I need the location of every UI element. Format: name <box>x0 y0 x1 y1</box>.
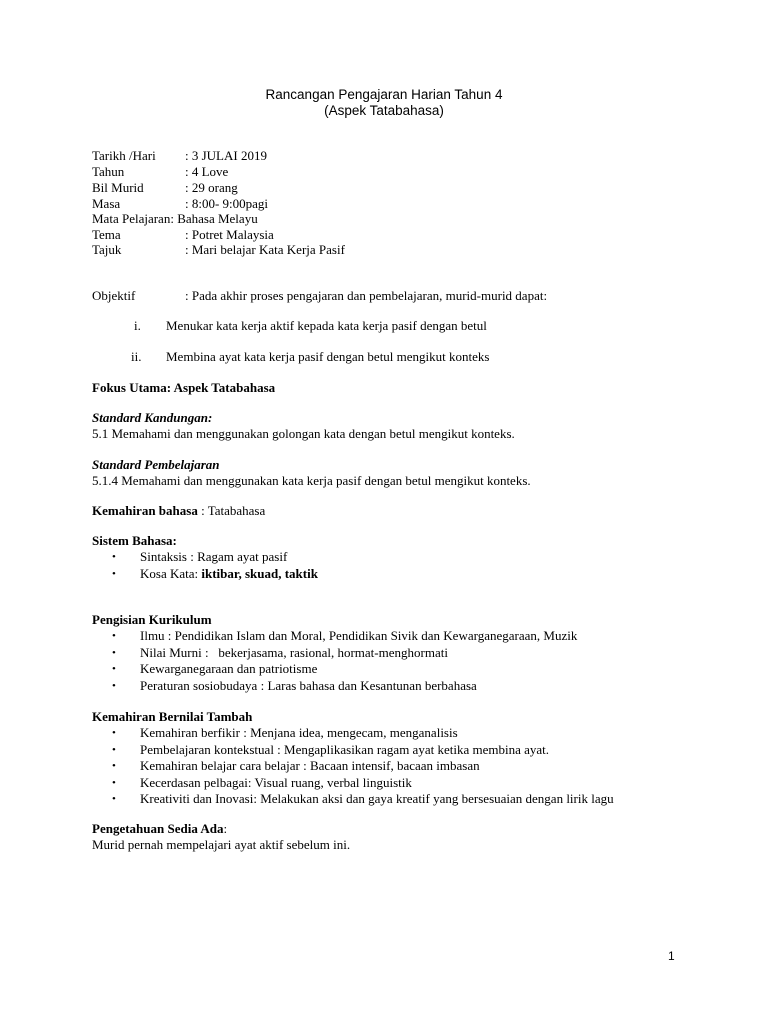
pengetahuan-sedia-ada-colon: : <box>223 821 228 836</box>
fokus-utama-heading: Fokus Utama: Aspek Tatabahasa <box>92 380 276 395</box>
info-row-tajuk <box>92 242 345 258</box>
list-item <box>112 661 577 678</box>
info-label: Tema <box>92 227 121 242</box>
sistem-bahasa-heading: Sistem Bahasa: <box>92 533 177 548</box>
info-label: Mata Pelajaran: <box>92 211 174 226</box>
list-item-text: Kreativiti dan Inovasi: Melakukan aksi dan gaya kreatif yang bersesuaian dengan lirik lagu <box>140 791 614 807</box>
info-label: Tajuk <box>92 242 122 257</box>
kemahiran-bahasa-label: Kemahiran bahasa <box>92 503 198 518</box>
info-label: Tarikh /Hari <box>92 148 156 163</box>
list-item-text: Kemahiran belajar cara belajar : Bacaan intensif, bacaan imbasan <box>140 758 480 774</box>
standard-pembelajaran-heading: Standard Pembelajaran <box>92 457 220 472</box>
list-item-text: Pembelajaran kontekstual : Mengaplikasikan ragam ayat ketika membina ayat. <box>140 741 549 757</box>
kemahiran-bernilai-tambah-heading: Kemahiran Bernilai Tambah <box>92 709 253 724</box>
list-item <box>112 645 577 662</box>
list-item-text: Kosa Kata: <box>140 565 202 581</box>
info-label: Bil Murid <box>92 180 144 195</box>
list-item-bold-text: iktibar, skuad, taktik <box>201 565 318 581</box>
info-value: : 29 orang <box>185 180 238 195</box>
page-title: Rancangan Pengajaran Harian Tahun 4 <box>265 87 503 102</box>
info-row-tema <box>92 227 274 243</box>
objektif-row <box>92 288 547 304</box>
bullet-icon: • <box>112 663 116 676</box>
page-subtitle: (Aspek Tatabahasa) <box>324 103 444 118</box>
bullet-icon: • <box>112 646 116 659</box>
standard-pembelajaran-text: 5.1.4 Memahami dan menggunakan kata kerja pasif dengan betul mengikut konteks. <box>92 473 531 488</box>
bullet-icon: • <box>112 551 116 563</box>
list-item <box>112 775 614 792</box>
info-row-masa <box>92 196 268 212</box>
list-item-text: Kecerdasan pelbagai: Visual ruang, verbal linguistik <box>140 774 412 790</box>
info-value: : Mari belajar Kata Kerja Pasif <box>185 242 345 257</box>
list-item-text: Sintaksis : Ragam ayat pasif <box>140 549 288 564</box>
bullet-icon: • <box>112 567 116 580</box>
objektif-label: Objektif <box>92 288 136 303</box>
info-value: : Potret Malaysia <box>185 227 274 242</box>
info-value: : 8:00- 9:00pagi <box>185 196 269 211</box>
info-row-tahun <box>92 164 228 180</box>
list-item-text: Kemahiran berfikir : Menjana idea, mengecam, menganalisis <box>140 725 458 740</box>
bullet-icon: • <box>112 760 116 773</box>
objektif-item-number: ii. <box>131 349 142 364</box>
pengisian-kurikulum-list <box>112 628 577 694</box>
objektif-intro: : Pada akhir proses pengajaran dan pembelajaran, murid-murid dapat: <box>185 288 548 303</box>
bullet-icon: • <box>112 727 116 739</box>
bullet-icon: • <box>112 776 116 789</box>
list-item <box>112 549 318 566</box>
list-item <box>112 566 318 583</box>
pengisian-kurikulum-heading: Pengisian Kurikulum <box>92 612 212 627</box>
objektif-item-text: Menukar kata kerja aktif kepada kata kerja pasif dengan betul <box>166 318 487 333</box>
objektif-item-text: Membina ayat kata kerja pasif dengan betul mengikut konteks <box>166 349 490 364</box>
info-value: : 3 JULAI 2019 <box>185 148 267 163</box>
list-item <box>112 758 614 775</box>
info-label: Masa <box>92 196 121 211</box>
kemahiran-bernilai-tambah-list <box>112 725 614 808</box>
info-value: Bahasa Melayu <box>173 211 258 226</box>
objektif-item-number: i. <box>134 318 141 333</box>
sistem-bahasa-list <box>112 549 318 582</box>
standard-kandungan-heading: Standard Kandungan: <box>92 410 213 425</box>
info-value: : 4 Love <box>185 164 229 179</box>
info-row-tarikh <box>92 148 267 164</box>
list-item <box>112 678 577 695</box>
bullet-icon: • <box>112 679 116 692</box>
list-item <box>112 628 577 645</box>
standard-kandungan-text: 5.1 Memahami dan menggunakan golongan kata dengan betul mengikut konteks. <box>92 426 515 441</box>
list-item-text: Ilmu : Pendidikan Islam dan Moral, Pendidikan Sivik dan Kewarganegaraan, Muzik <box>140 628 578 643</box>
kemahiran-bahasa-row <box>92 503 265 519</box>
bullet-icon: • <box>112 793 116 806</box>
pengetahuan-sedia-ada-heading-row <box>92 821 227 837</box>
list-item <box>112 725 614 742</box>
list-item-text: Nilai Murni : bekerjasama, rasional, hormat-menghormati <box>140 644 448 660</box>
list-item <box>112 742 614 759</box>
kemahiran-bahasa-value: : Tatabahasa <box>197 503 266 518</box>
pengetahuan-sedia-ada-heading: Pengetahuan Sedia Ada <box>92 821 224 836</box>
page-number: 1 <box>668 949 675 963</box>
bullet-icon: • <box>112 743 116 756</box>
info-row-bil-murid <box>92 180 238 196</box>
info-row-mata-pelajaran <box>92 211 258 227</box>
info-label: Tahun <box>92 164 125 179</box>
list-item-text: Peraturan sosiobudaya : Laras bahasa dan Kesantunan berbahasa <box>140 677 477 693</box>
list-item <box>112 791 614 808</box>
pengetahuan-sedia-ada-text: Murid pernah mempelajari ayat aktif sebelum ini. <box>92 837 351 852</box>
list-item-text: Kewarganegaraan dan patriotisme <box>140 661 318 677</box>
bullet-icon: • <box>112 630 116 642</box>
